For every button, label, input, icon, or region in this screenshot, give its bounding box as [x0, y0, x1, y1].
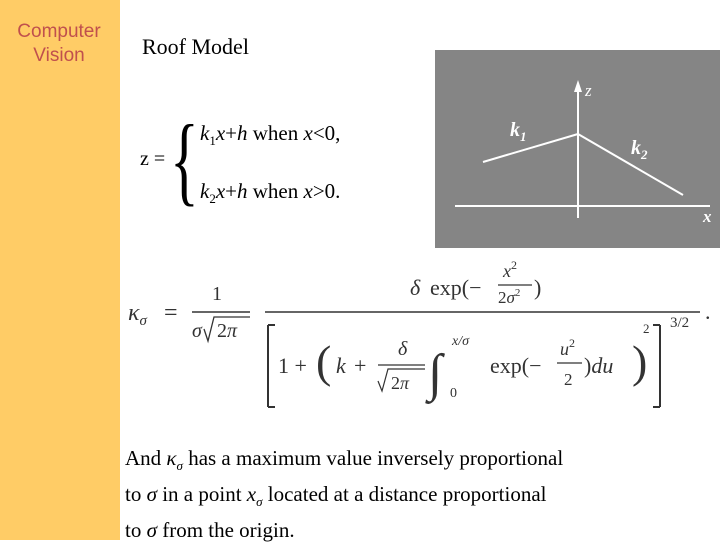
definition-lhs: z =: [140, 148, 166, 170]
definition-case-2: $k_2x+h$ when x>0.: [200, 179, 341, 207]
p1-sigma-sub: σ: [176, 458, 183, 474]
formula-den-two: 2: [564, 370, 573, 389]
formula-prefactor-2pi: 2π: [217, 320, 238, 342]
formula-num-one: 1: [212, 283, 222, 305]
formula-integral-upper: x/σ: [452, 334, 470, 349]
p2-point: in a point: [156, 482, 247, 507]
slope-left-label: $k_1$: [510, 119, 527, 144]
brand-line-2: Vision: [33, 45, 85, 66]
explanation-paragraph: [125, 444, 563, 545]
z-axis-label: z: [585, 81, 592, 100]
formula-den-k: k: [336, 353, 346, 378]
paragraph-line-3: [125, 516, 563, 545]
p3-rest: from the origin.: [156, 518, 295, 543]
slide-title: Roof Model: [142, 34, 249, 59]
brand-line-1: Computer: [17, 21, 101, 42]
roof-diagram: [435, 50, 720, 248]
p2-x: x: [246, 482, 257, 507]
sidebar: [0, 0, 120, 540]
formula-period: .: [705, 299, 711, 324]
formula-den-u2: $u^2$: [560, 336, 575, 359]
p3-sigma: σ: [146, 518, 157, 543]
definition-case-1: $k_1x+h$ when x<0,: [200, 121, 341, 149]
formula-prefactor-sigma: σ: [192, 320, 202, 342]
formula-kappa: $\kappa_\sigma$: [128, 300, 147, 329]
formula-num-close: ): [534, 275, 542, 300]
curvature-formula: [120, 255, 720, 415]
formula-num-delta: δ: [410, 275, 421, 300]
formula-den-open-paren: (: [316, 336, 332, 387]
p2-sigma-sub: σ: [256, 494, 263, 510]
p2-sigma: σ: [146, 482, 157, 507]
p1-and: And: [125, 446, 167, 470]
formula-num-2sigma: $2\sigma^2$: [498, 287, 521, 307]
formula-den-close-paren: ): [632, 336, 648, 387]
paragraph-line-2: [125, 480, 563, 516]
p1-rest: has a maximum value inversely proportional: [182, 446, 564, 470]
p2-rest: located at a distance proportional: [262, 482, 547, 507]
p3-to: to: [125, 518, 147, 543]
formula-den-2pi: 2π: [391, 373, 410, 393]
paragraph-line-1: [125, 444, 563, 480]
slope-right-label: $k_2$: [631, 137, 648, 162]
formula-den-one: 1 +: [278, 353, 307, 378]
definition-brace: {: [170, 104, 199, 215]
formula-den-delta: δ: [398, 338, 408, 360]
formula-integral-lower: 0: [450, 386, 457, 401]
formula-outer-power: 3/2: [670, 315, 690, 331]
formula-inner-power: 2: [643, 321, 650, 336]
brand-label: [0, 20, 118, 68]
formula-num-x2: $x^2$: [503, 258, 517, 281]
z-axis-arrow: [574, 80, 582, 92]
roof-left-line: [483, 134, 578, 162]
formula-den-exp: exp(−: [490, 353, 542, 378]
p2-to: to: [125, 482, 147, 507]
x-axis-label: x: [703, 207, 712, 226]
p1-kappa: κ: [166, 446, 177, 470]
formula-den-close: )du: [584, 353, 614, 378]
formula-den-plus: +: [354, 353, 367, 378]
formula-integral-sign: ∫: [428, 345, 443, 402]
formula-equals: =: [164, 300, 178, 326]
roof-diagram-svg: [435, 50, 720, 248]
formula-num-exp: exp(−: [430, 275, 482, 300]
